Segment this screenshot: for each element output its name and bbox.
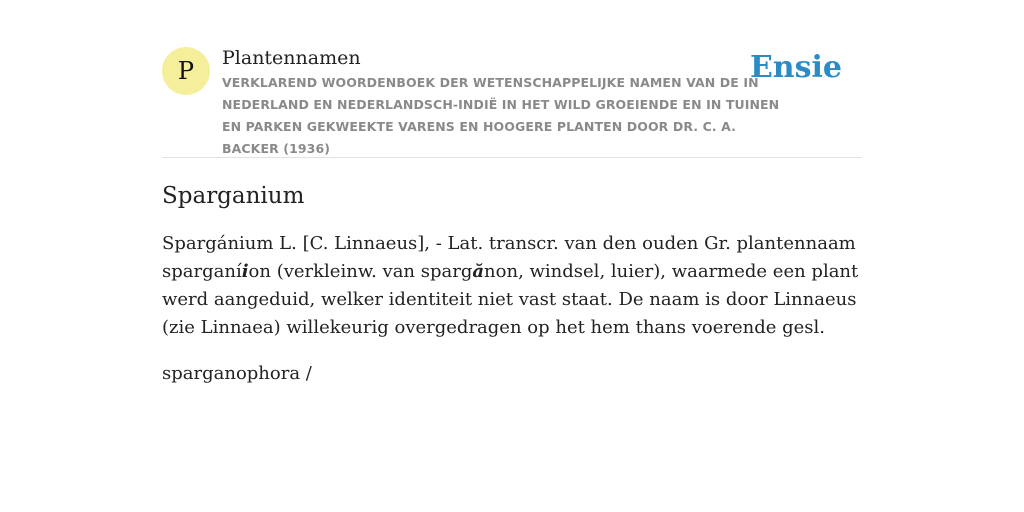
related-entry-link[interactable]: sparganophora / [162, 363, 312, 384]
source-subtitle: VERKLAREND WOORDENBOEK DER WETENSCHAPPELIJKE NAMEN VAN DE IN NEDERLAND EN NEDERLANDSCH-INDIË IN HET WILD GROEIENDE EN IN TUINEN EN PARKEN GEKWEEKTE VARENS EN HOOGERE PLANTEN DOOR DR. C. A. BACKER (1936) [222, 75, 780, 156]
source-header [162, 46, 862, 157]
entry-body-text-3: non, windsel, luier), waarmede een plant werd aangeduid, welker identiteit niet vast staat. De naam is door Linnaeus (zie Linnaea) willekeurig overgedragen op het hem thans voerende gesl. [162, 261, 859, 338]
entry-title: Sparganium [162, 183, 305, 209]
entry-body-text-2: on (verkleinw. van sparg [248, 261, 473, 282]
source-title[interactable]: Plantennamen [222, 47, 361, 69]
ensie-logo-link[interactable]: Ensie [749, 50, 842, 85]
entry-body-text-1: Spargánium L. [C. Linnaeus], - Lat. transcr. van den ouden Gr. plantennaam sparganí [162, 233, 856, 282]
entry-content [162, 180, 862, 388]
entry-body [162, 230, 862, 342]
entry-body-italic-2: ă [472, 261, 485, 282]
source-header-text [222, 46, 792, 160]
source-avatar[interactable]: P [162, 47, 210, 95]
header-divider [162, 157, 862, 158]
entry-body-italic-1: i [241, 261, 249, 282]
